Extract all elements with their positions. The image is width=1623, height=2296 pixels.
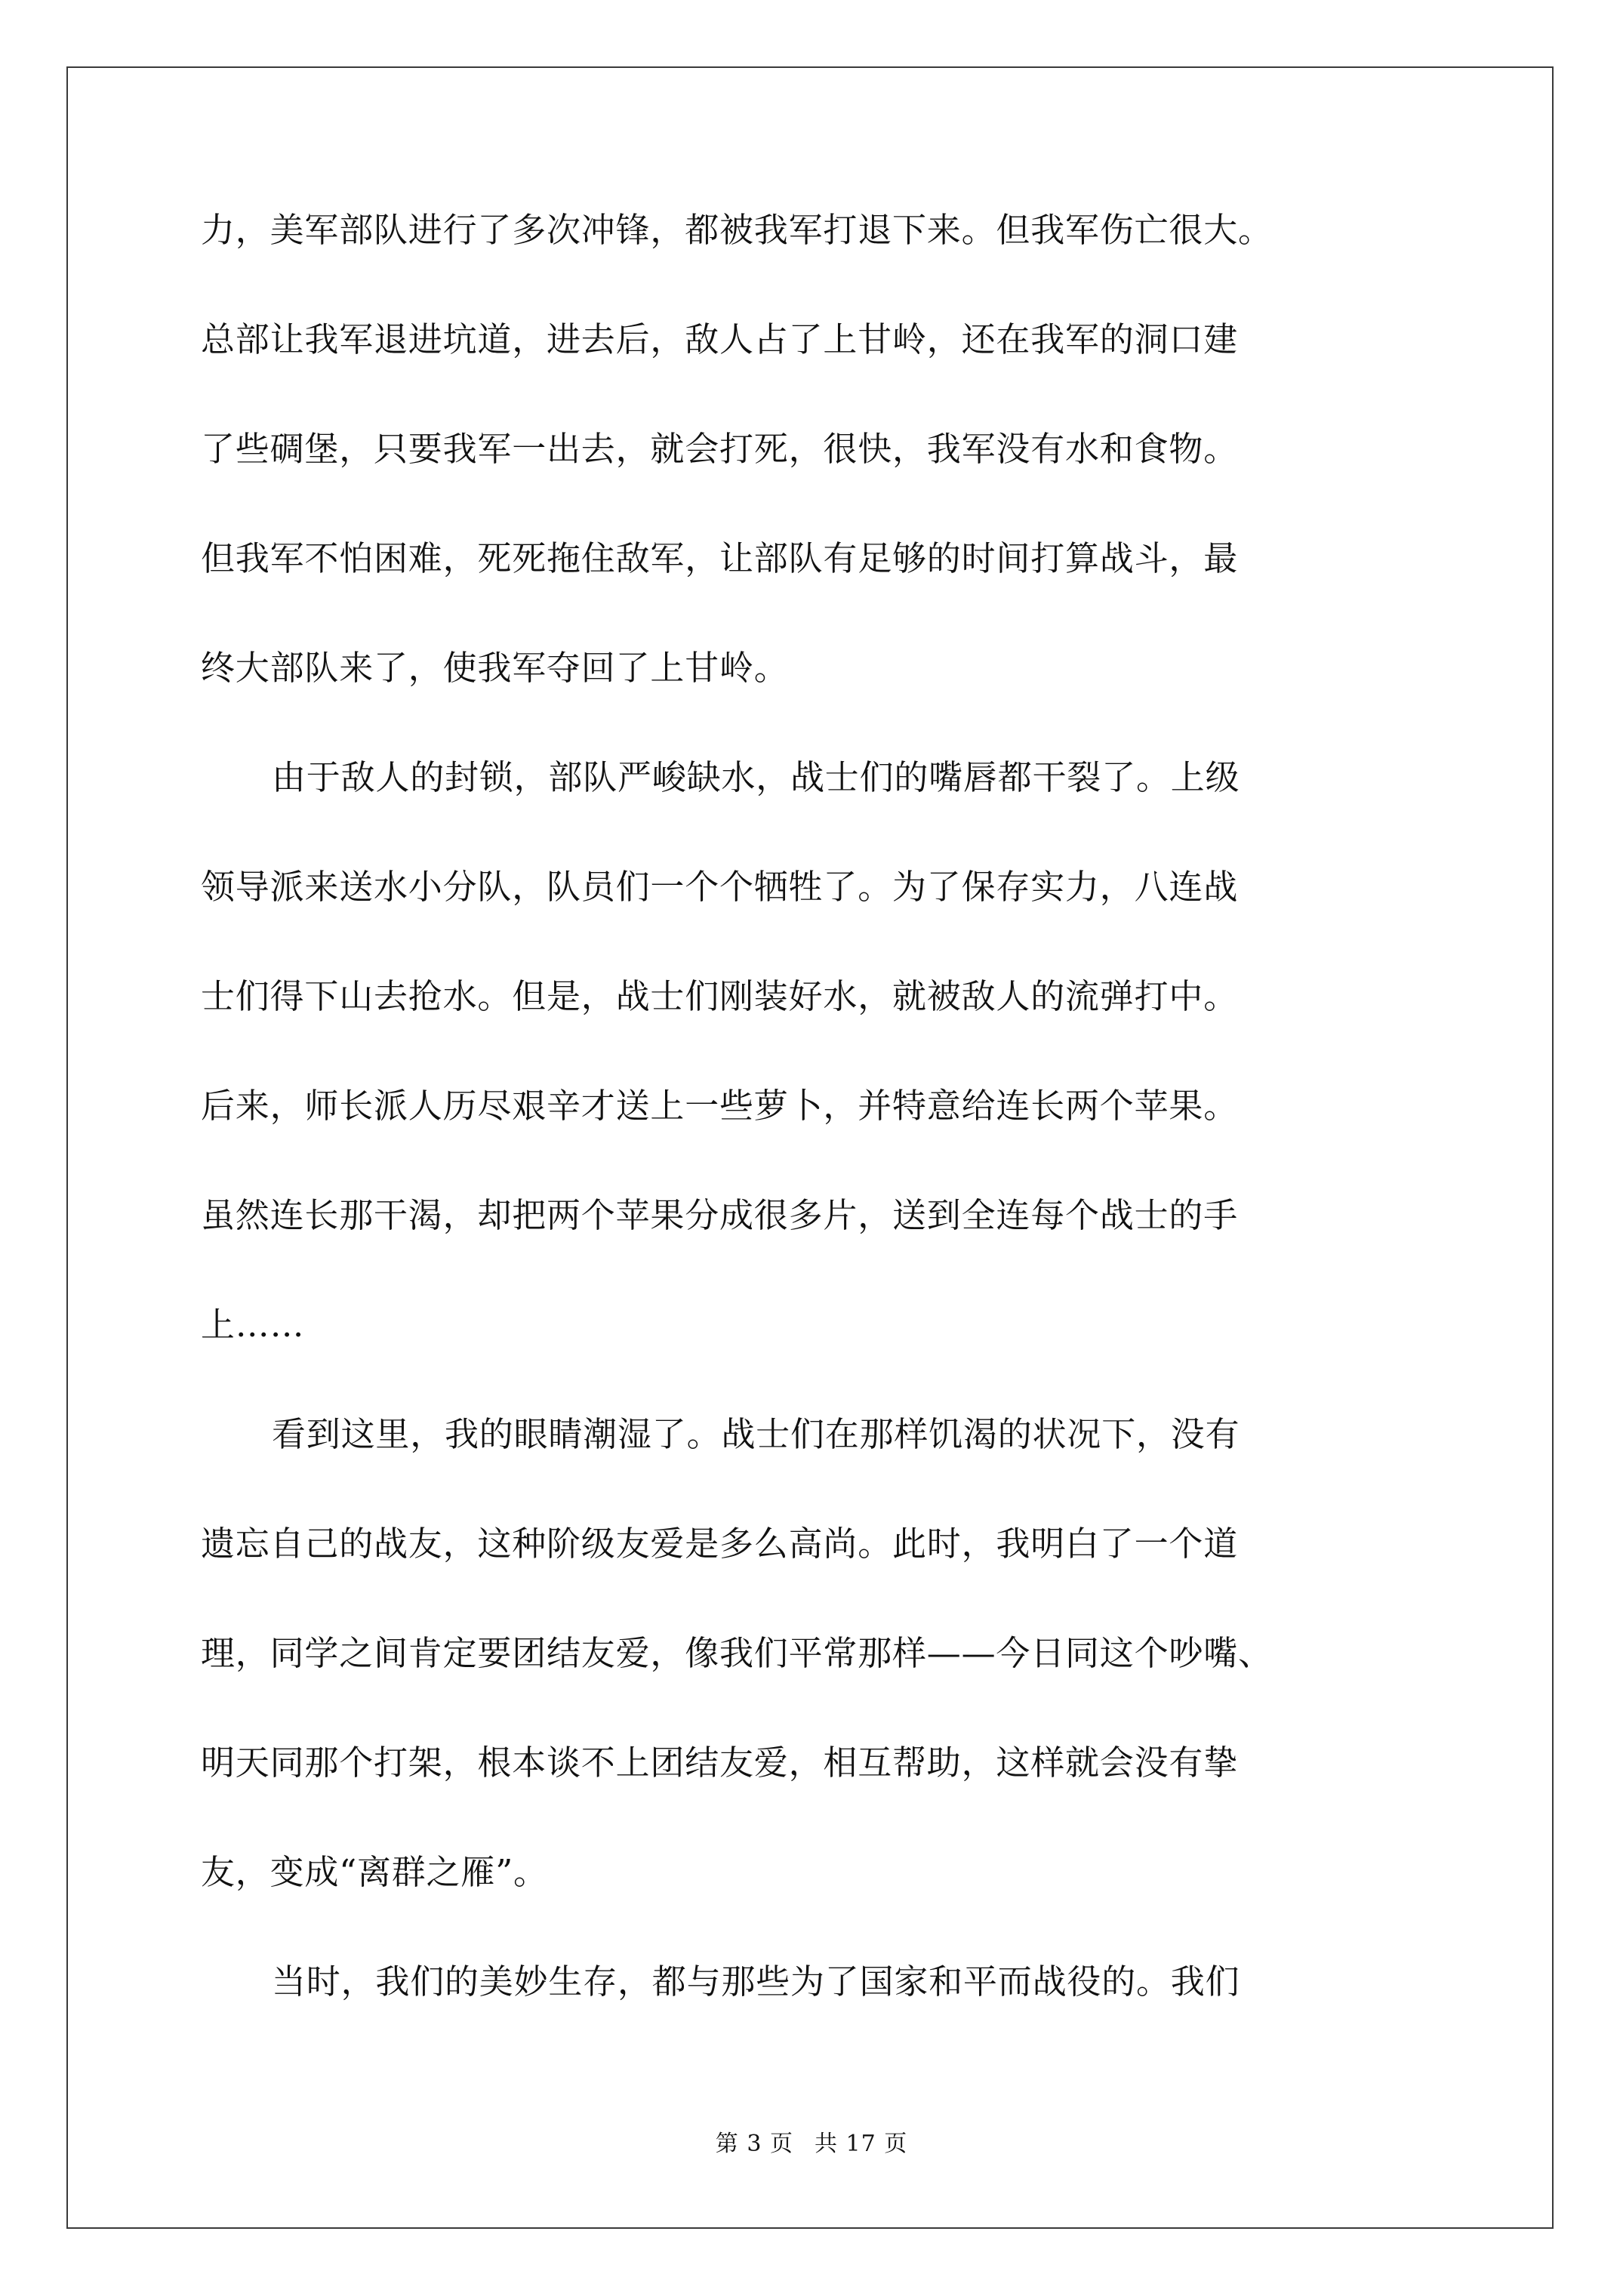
text-line: 后来，师长派人历尽艰辛才送上一些萝卜，并特意给连长两个苹果。 [201, 1086, 1239, 1126]
text-line: 友，变成“离群之雁”。 [201, 1852, 548, 1892]
text-line: 领导派来送水小分队，队员们一个个牺牲了。为了保存实力，八连战 [201, 867, 1239, 907]
text-line: 遗忘自己的战友，这种阶级友爱是多么高尚。此时，我明白了一个道 [201, 1524, 1239, 1564]
paragraph-start-line: 由于敌人的封锁，部队严峻缺水，战士们的嘴唇都干裂了。上级 [272, 757, 1240, 797]
text-line: 了些碉堡，只要我军一出去，就会打死，很快，我军没有水和食物。 [201, 429, 1239, 469]
paragraph-start-line: 看到这里，我的眼睛潮湿了。战士们在那样饥渴的状况下，没有 [272, 1414, 1240, 1454]
text-line: 总部让我军退进坑道，进去后，敌人占了上甘岭，还在我军的洞口建 [201, 319, 1239, 359]
page-total: 共 17 页 [814, 2131, 908, 2157]
page-border [66, 66, 1554, 2229]
text-line: 终大部队来了，使我军夺回了上甘岭。 [201, 648, 789, 688]
text-line: 明天同那个打架，根本谈不上团结友爱，相互帮助，这样就会没有挚 [201, 1743, 1239, 1783]
paragraph-start-line: 当时，我们的美妙生存，都与那些为了国家和平而战役的。我们 [272, 1962, 1240, 2002]
page-number: 第 3 页 [715, 2131, 793, 2157]
page-footer [0, 2129, 1623, 2159]
text-line: 但我军不怕困难，死死拖住敌军，让部队有足够的时间打算战斗，最 [201, 538, 1239, 578]
text-line: 理，同学之间肯定要团结友爱，像我们平常那样——今日同这个吵嘴、 [201, 1633, 1273, 1673]
text-line: 虽然连长那干渴，却把两个苹果分成很多片，送到全连每个战士的手 [201, 1195, 1239, 1235]
text-line: 上…… [201, 1305, 305, 1345]
text-line: 力，美军部队进行了多次冲锋，都被我军打退下来。但我军伤亡很大。 [201, 210, 1273, 250]
text-line: 士们得下山去抢水。但是，战士们刚装好水，就被敌人的流弹打中。 [201, 976, 1239, 1016]
